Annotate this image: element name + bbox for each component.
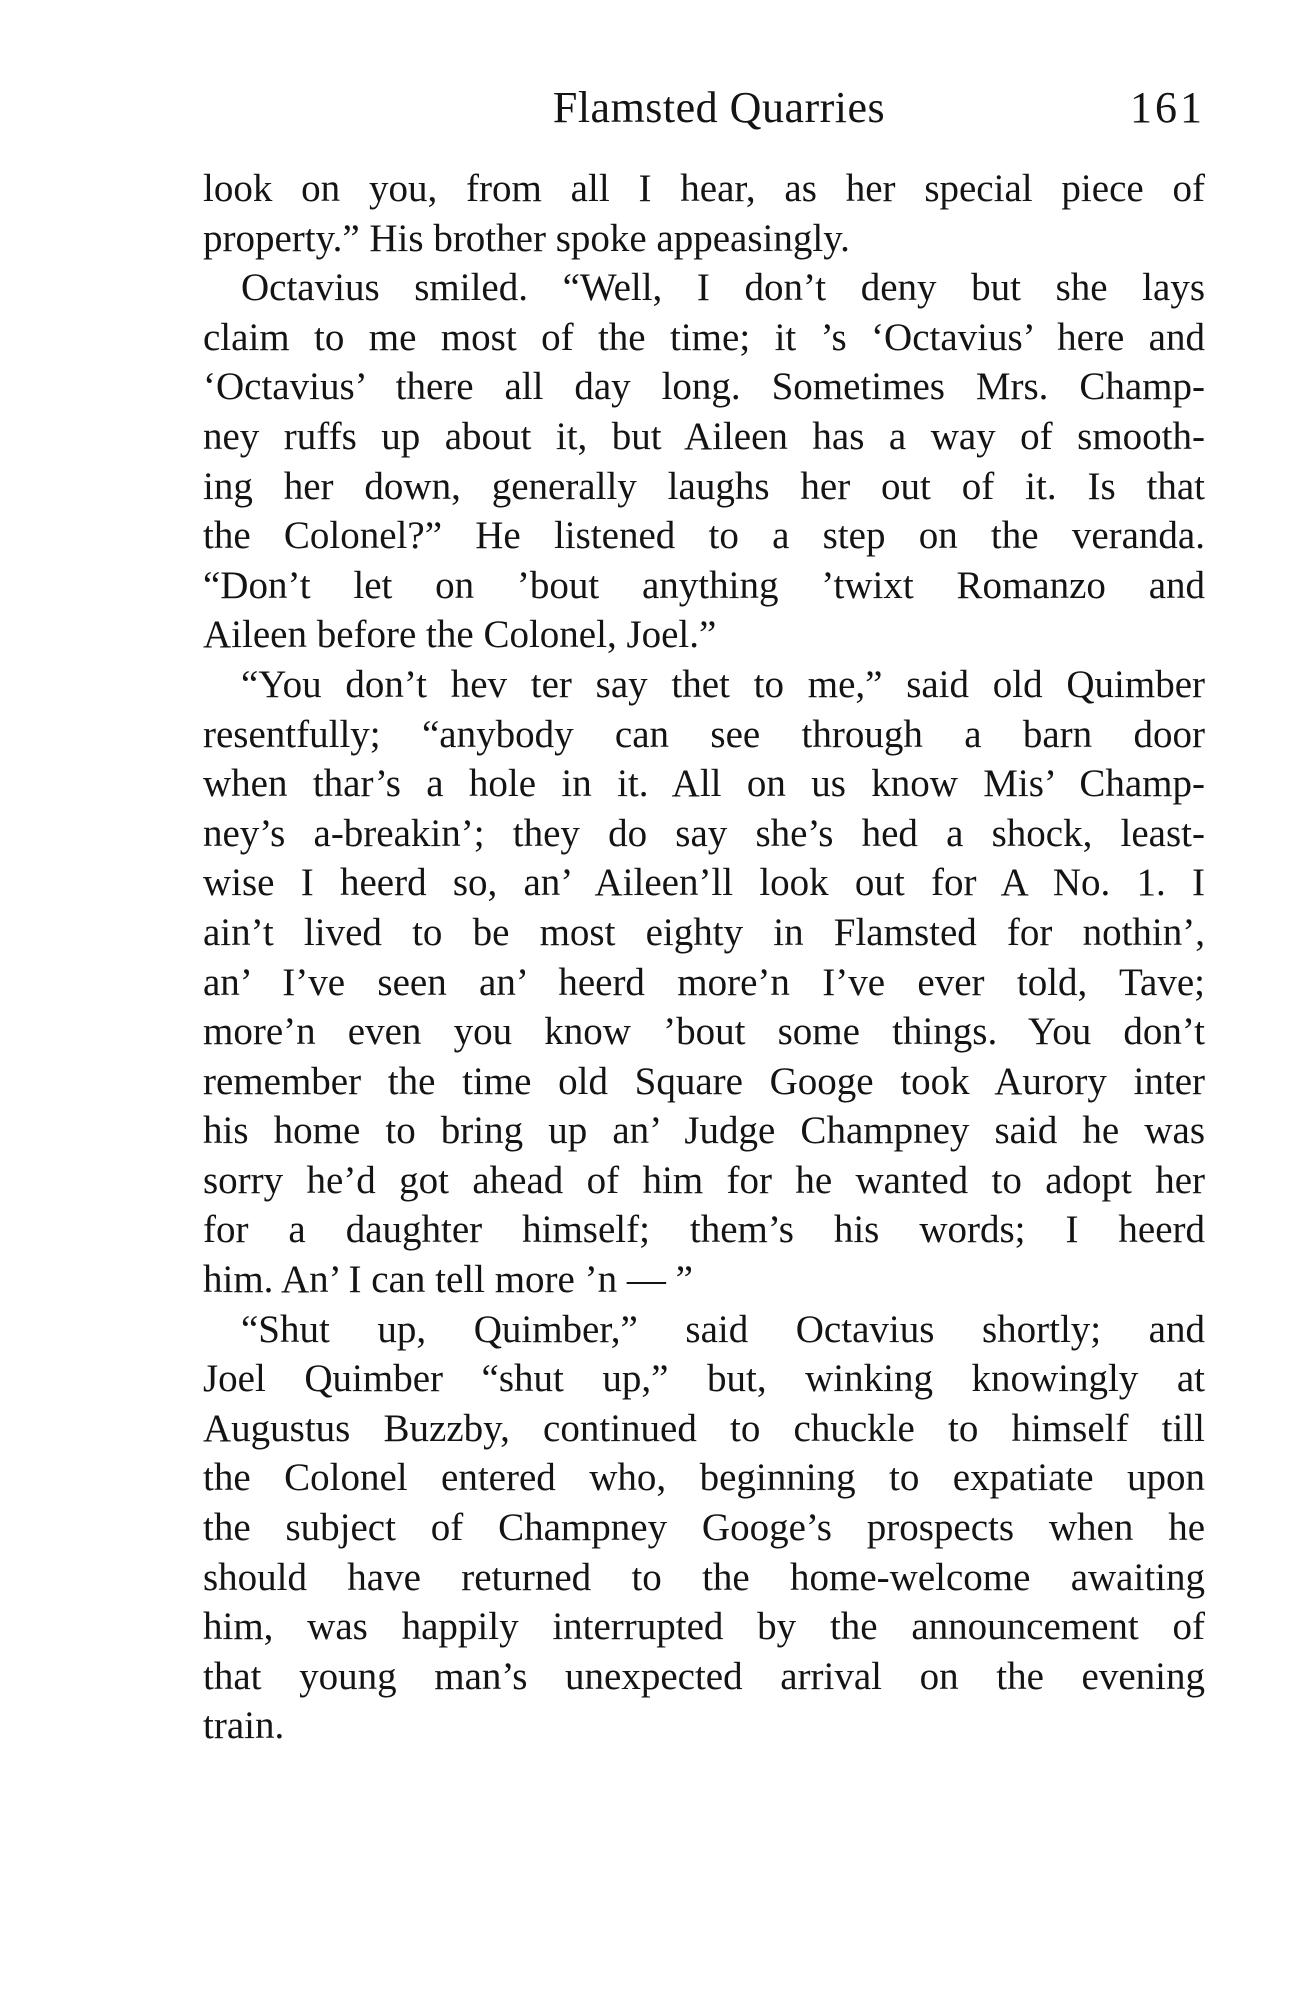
- text-line: an’ I’ve seen an’ heerd more’n I’ve ever told, Tave;: [203, 960, 1205, 1004]
- text-line: “You don’t hev ter say thet to me,” said old Quimber: [241, 662, 1205, 706]
- text-line: him, was happily interrupted by the announcement of: [203, 1605, 1205, 1649]
- text-line: Aileen before the Colonel, Joel.”: [203, 613, 717, 657]
- text-line: ‘Octavius’ there all day long. Sometimes Mrs. Champ-: [203, 365, 1205, 409]
- text-line: ain’t lived to be most eighty in Flamsted for nothin’,: [203, 910, 1205, 954]
- text-line: the Colonel?” He listened to a step on the veranda.: [203, 514, 1205, 558]
- text-line: him. An’ I can tell more ’n — ”: [203, 1258, 693, 1302]
- running-head: [203, 78, 1205, 138]
- text-line: ney ruffs up about it, but Aileen has a way of smooth-: [203, 414, 1205, 458]
- text-line: “Don’t let on ’bout anything ’twixt Romanzo and: [203, 563, 1205, 607]
- text-line: train.: [203, 1704, 285, 1748]
- text-line: “Shut up, Quimber,” said Octavius shortly; and: [241, 1307, 1205, 1351]
- text-line: Octavius smiled. “Well, I don’t deny but she lays: [241, 266, 1205, 310]
- text-line: property.” His brother spoke appeasingly.: [203, 216, 850, 260]
- text-line: that young man’s unexpected arrival on the evening: [203, 1654, 1205, 1698]
- text-line: ing her down, generally laughs her out of it. Is that: [203, 464, 1205, 508]
- text-line: look on you, from all I hear, as her special piece of: [203, 167, 1205, 210]
- running-title: Flamsted Quarries: [552, 83, 886, 132]
- text-line: wise I heerd so, an’ Aileen’ll look out for A No. 1. I: [203, 861, 1205, 905]
- text-line: resentfully; “anybody can see through a barn door: [203, 712, 1205, 756]
- text-line: remember the time old Square Googe took Aurory inter: [203, 1059, 1205, 1103]
- text-line: should have returned to the home-welcome awaiting: [203, 1555, 1205, 1599]
- text-line: claim to me most of the time; it ’s ‘Octavius’ here and: [203, 315, 1205, 359]
- text-line: sorry he’d got ahead of him for he wanted to adopt her: [203, 1158, 1205, 1202]
- text-line: his home to bring up an’ Judge Champney said he was: [203, 1109, 1205, 1153]
- text-line: more’n even you know ’bout some things. You don’t: [203, 1010, 1205, 1054]
- text-line: the Colonel entered who, beginning to expatiate upon: [203, 1456, 1205, 1500]
- text-line: ney’s a-breakin’; they do say she’s hed a shock, least-: [203, 811, 1205, 855]
- text-line: the subject of Champney Googe’s prospects when he: [203, 1506, 1205, 1550]
- text-line: Joel Quimber “shut up,” but, winking knowingly at: [203, 1357, 1205, 1401]
- text-line: for a daughter himself; them’s his words; I heerd: [203, 1208, 1205, 1252]
- body-text: [203, 164, 1205, 1751]
- text-line: when thar’s a hole in it. All on us know Mis’ Champ-: [203, 762, 1205, 806]
- page-number: 161: [1130, 83, 1205, 132]
- text-line: Augustus Buzzby, continued to chuckle to himself till: [203, 1406, 1205, 1450]
